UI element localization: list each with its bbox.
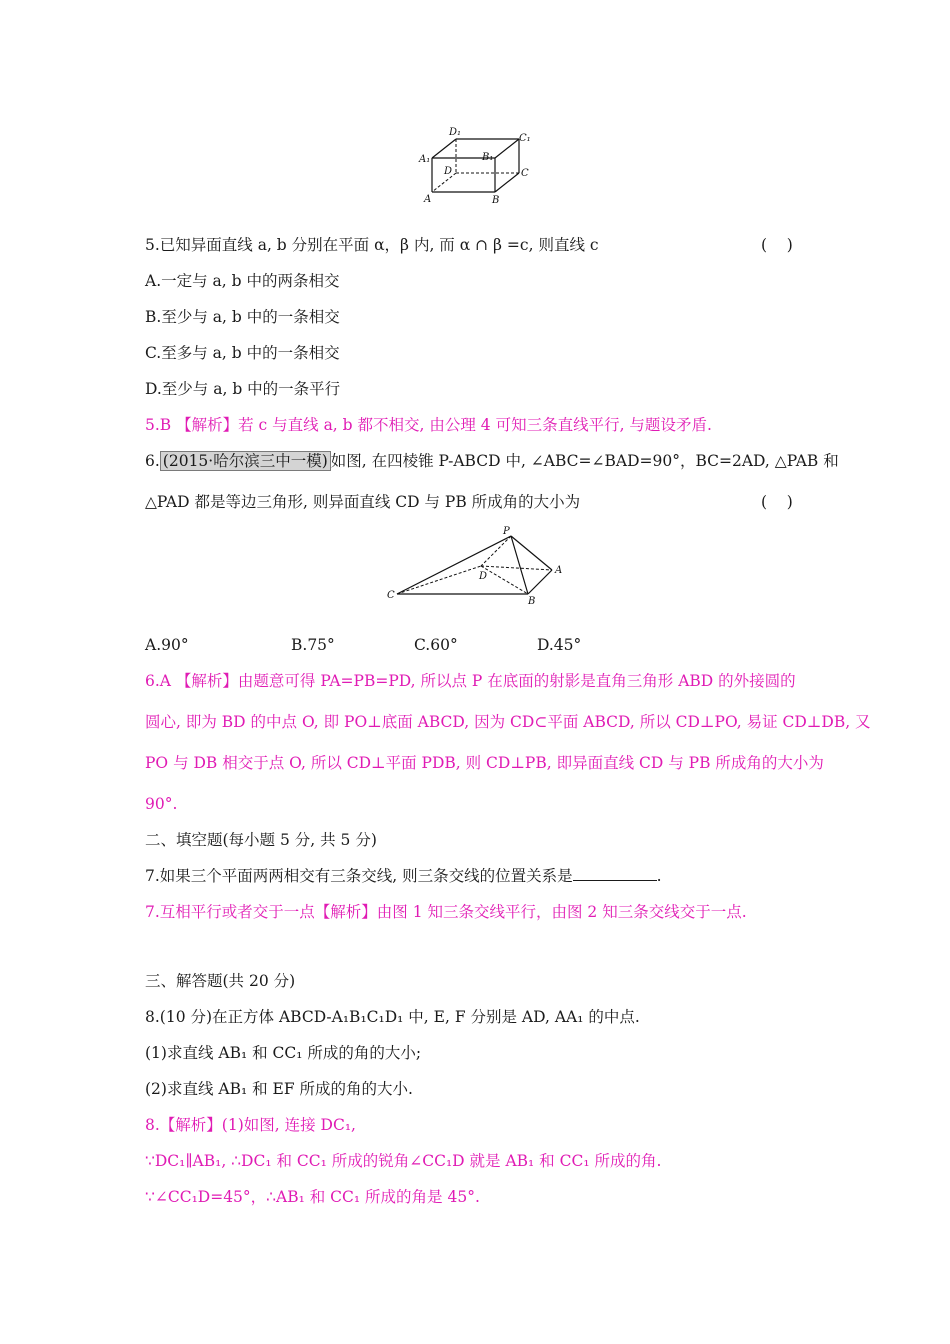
label-D1: D₁ [449, 127, 462, 138]
q7-stem-text: 7.如果三个平面两两相交有三条交线, 则三条交线的位置关系是 [145, 867, 573, 885]
q6-number: 6. [145, 452, 160, 470]
q5-stem: 5.已知异面直线 a, b 分别在平面 α，β 内, 而 α ∩ β =c, 则直线 c [145, 236, 599, 254]
prism-figure [415, 122, 535, 206]
q5-option-b: B.至少与 a, b 中的一条相交 [145, 308, 340, 326]
q7-stem-end: . [656, 867, 662, 885]
q8-answer-line2: ∵DC₁∥AB₁, ∴DC₁ 和 CC₁ 所成的锐角∠CC₁D 就是 AB₁ 和 CC₁ 所成的角. [145, 1152, 662, 1170]
q5-option-c: C.至多与 a, b 中的一条相交 [145, 344, 340, 362]
q5-option-a: A.一定与 a, b 中的两条相交 [145, 272, 340, 290]
q8-part1: (1)求直线 AB₁ 和 CC₁ 所成的角的大小; [145, 1044, 422, 1062]
q6-option-a: A.90° [145, 636, 189, 654]
q6-paren: ( ) [761, 493, 793, 511]
label-C: C [387, 590, 395, 601]
label-B: B [492, 195, 500, 206]
label-A: A [555, 565, 563, 576]
q6-stem-line1 [145, 450, 839, 472]
q5-paren: ( ) [761, 236, 793, 254]
q7-blank [573, 866, 657, 881]
label-B1: B₁ [482, 152, 494, 163]
q5-option-d: D.至少与 a, b 中的一条平行 [145, 380, 341, 398]
q6-source-tag: (2015·哈尔滨三中一模) [160, 451, 331, 471]
q6-stem-line2: △PAD 都是等边三角形, 则异面直线 CD 与 PB 所成角的大小为 [145, 493, 581, 511]
q5-answer: 5.B 【解析】若 c 与直线 a, b 都不相交, 由公理 4 可知三条直线平行, 与题设矛盾. [145, 416, 712, 434]
q6-answer-line2: 圆心, 即为 BD 的中点 O, 即 PO⊥底面 ABCD, 因为 CD⊂平面 ABCD, 所以 CD⊥PO, 易证 CD⊥DB, 又 [145, 713, 871, 731]
q8-part2: (2)求直线 AB₁ 和 EF 所成的角的大小. [145, 1080, 413, 1098]
q7-answer: 7.互相平行或者交于一点【解析】由图 1 知三条交线平行，由图 2 知三条交线交于一点. [145, 903, 747, 921]
label-C1: C₁ [519, 133, 531, 144]
q8-answer-line3: ∵∠CC₁D=45°，∴AB₁ 和 CC₁ 所成的角是 45°. [145, 1188, 480, 1206]
q6-option-c: C.60° [414, 636, 458, 654]
section-fill-in-title: 二、填空题(每小题 5 分, 共 5 分) [145, 831, 377, 849]
label-D: D [479, 571, 488, 582]
label-D: D [444, 166, 453, 177]
pyramid-figure [385, 524, 575, 606]
q8-stem: 8.(10 分)在正方体 ABCD-A₁B₁C₁D₁ 中, E, F 分别是 AD, AA₁ 的中点. [145, 1008, 640, 1026]
q6-stem-text: 如图, 在四棱锥 P-ABCD 中, ∠ABC=∠BAD=90°，BC=2AD, △PAB 和 [330, 452, 839, 470]
label-P: P [503, 526, 510, 537]
q6-answer-line1: 6.A 【解析】由题意可得 PA=PB=PD, 所以点 P 在底面的射影是直角三角形 ABD 的外接圆的 [145, 672, 796, 690]
section-solve-title: 三、解答题(共 20 分) [145, 972, 296, 990]
label-B: B [528, 596, 536, 606]
q6-option-b: B.75° [291, 636, 335, 654]
q8-answer-line1: 8.【解析】(1)如图, 连接 DC₁, [145, 1116, 356, 1134]
label-C: C [521, 168, 529, 179]
q6-option-d: D.45° [537, 636, 582, 654]
q7-stem [145, 865, 662, 887]
label-A: A [424, 194, 432, 205]
q6-answer-line4: 90°. [145, 795, 178, 813]
q6-answer-line3: PO 与 DB 相交于点 O, 所以 CD⊥平面 PDB, 则 CD⊥PB, 即异面直线 CD 与 PB 所成角的大小为 [145, 754, 824, 772]
label-A1: A₁ [419, 154, 431, 165]
